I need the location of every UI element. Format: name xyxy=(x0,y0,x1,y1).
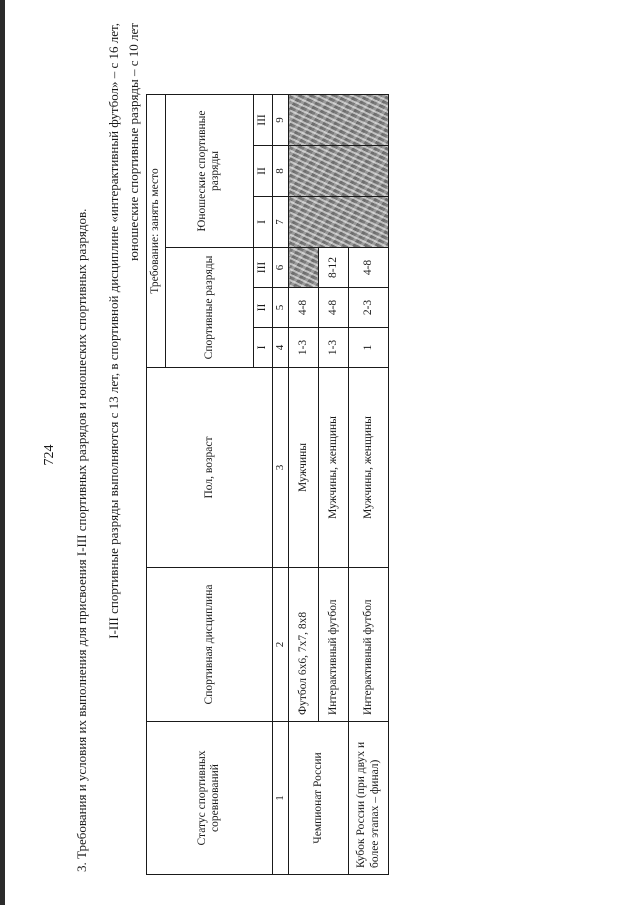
header-youth-II: II xyxy=(253,146,272,197)
column-number: 2 xyxy=(272,568,288,722)
header-rank-III: III xyxy=(253,248,272,288)
rank-III-cell: 8-12 xyxy=(319,248,349,288)
rank-II-cell: 4-8 xyxy=(319,288,349,328)
rank-III-cell: 4-8 xyxy=(349,248,389,288)
rank-III-cell-shaded xyxy=(289,248,319,288)
column-number-row xyxy=(272,94,288,874)
column-number: 9 xyxy=(272,94,288,145)
rank-II-cell: 2-3 xyxy=(349,288,389,328)
header-youth-ranks: Юношеские спортивные разряды xyxy=(166,94,254,247)
header-youth-III: III xyxy=(253,94,272,145)
header-competition-status: Статус спортивных соревнований xyxy=(147,722,273,875)
youth-I-cell-shaded xyxy=(289,197,389,248)
age-note-line-1: I-III спортивные разряды выполняются с 13 лет, в спортивной дисциплине «интерактивный футбол» – с 16 лет, xyxy=(106,23,121,639)
header-gender-age: Пол, возраст xyxy=(147,368,273,568)
rank-I-cell: 1-3 xyxy=(319,328,349,368)
gender-age-cell: Мужчины, женщины xyxy=(319,368,349,568)
column-number: 5 xyxy=(272,288,288,328)
header-sport-ranks: Спортивные разряды xyxy=(166,248,254,368)
header-requirement: Требование: занять место xyxy=(147,94,166,367)
column-number: 6 xyxy=(272,248,288,288)
scan-edge xyxy=(0,0,5,905)
header-rank-I: I xyxy=(253,328,272,368)
column-number: 1 xyxy=(272,722,288,875)
gender-age-cell: Мужчины xyxy=(289,368,319,568)
youth-III-cell-shaded xyxy=(289,94,389,145)
youth-II-cell-shaded xyxy=(289,146,389,197)
age-note-line-2: юношеские спортивные разряды – с 10 лет xyxy=(126,23,141,261)
gender-age-cell: Мужчины, женщины xyxy=(349,368,389,568)
section-heading: 3. Требования и условия их выполнения для присвоения I-III спортивных разрядов и юношеских спортивных разрядов. xyxy=(74,208,89,872)
status-cell: Кубок России (при двух и более этапах – финал) xyxy=(349,722,389,875)
discipline-cell: Интерактивный футбол xyxy=(349,568,389,722)
page-number: 724 xyxy=(42,444,57,466)
rank-I-cell: 1-3 xyxy=(289,328,319,368)
column-number: 3 xyxy=(272,368,288,568)
discipline-cell: Футбол 6х6, 7х7, 8х8 xyxy=(289,568,319,722)
column-number: 4 xyxy=(272,328,288,368)
column-number: 7 xyxy=(272,197,288,248)
table-row xyxy=(289,94,319,874)
status-cell: Чемпионат России xyxy=(289,722,349,875)
column-number: 8 xyxy=(272,146,288,197)
header-rank-II: II xyxy=(253,288,272,328)
requirements-table xyxy=(146,94,389,875)
rank-II-cell: 4-8 xyxy=(289,288,319,328)
rank-I-cell: 1 xyxy=(349,328,389,368)
discipline-cell: Интерактивный футбол xyxy=(319,568,349,722)
header-discipline: Спортивная дисциплина xyxy=(147,568,273,722)
header-youth-I: I xyxy=(253,197,272,248)
